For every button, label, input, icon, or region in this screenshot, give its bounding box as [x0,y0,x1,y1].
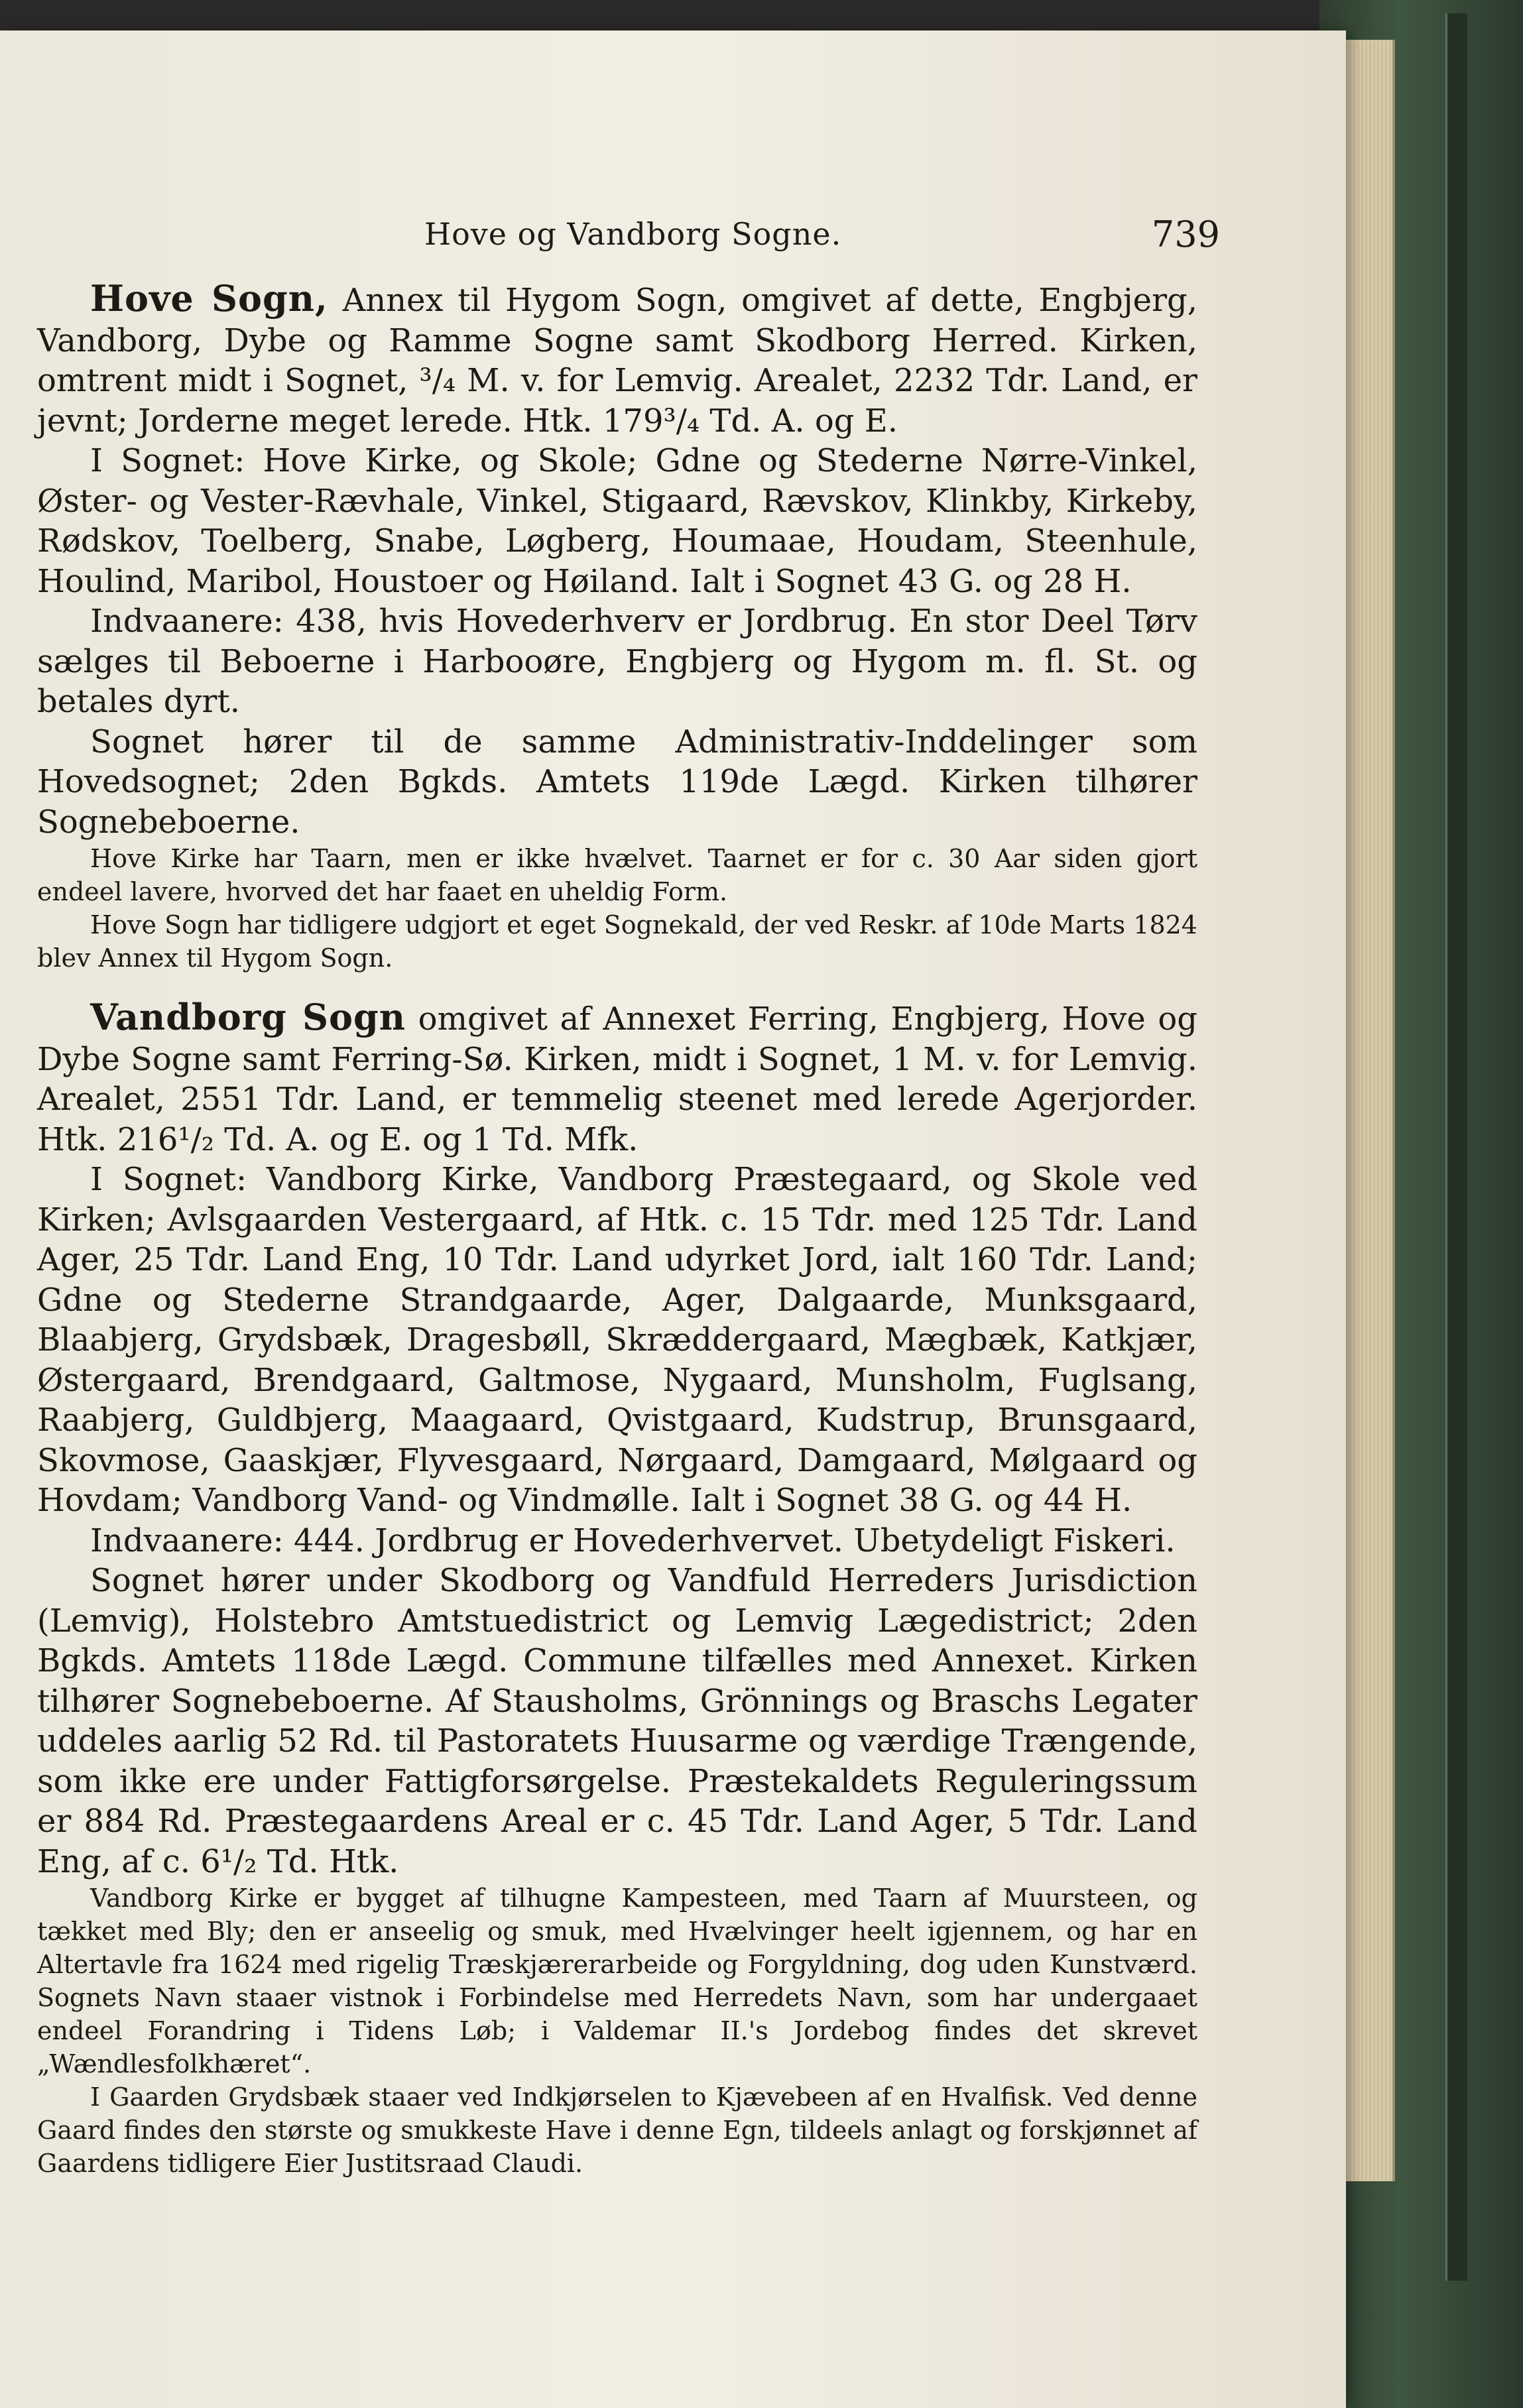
hove-footnote-1: Hove Kirke har Taarn, men er ikke hvælvet. Taarnet er for c. 30 Aar siden gjort endeel lavere, hvorved det har faaet en uheldig Form. [37,844,1197,906]
vandborg-footnote-1: Vandborg Kirke er bygget af tilhugne Kampesteen, med Taarn af Muursteen, og tækket med Bly; den er anseelig og smuk, med Hvælvinger heelt igjennem, og har en Altertavle fra 1624 med rigelig Træskjærerarbeide og Forgyldning, dog uden Kunstværd. Sognets Navn staaer vistnok i Forbindelse med Herredets Navn, som har undergaaet endeel Forandring i Tidens Løb; i Valdemar II.'s Jordebog findes det skrevet „Wændlesfolkhæret“. [37,1884,1197,2078]
section-gap [37,975,1197,997]
vandborg-heading: Vandborg Sogn [90,996,406,1038]
hove-paragraph-3: Indvaanere: 438, hvis Hovederhverv er Jordbrug. En stor Deel Tørv sælges til Beboerne i Harbooøre, Engbjerg og Hygom m. fl. St. og betales dyrt. [37,603,1197,720]
running-header [424,213,1220,269]
vandborg-paragraph-2: I Sognet: Vandborg Kirke, Vandborg Præstegaard, og Skole ved Kirken; Avlsgaarden Vestergaard, af Htk. c. 15 Tdr. med 125 Tdr. Land Ager, 25 Tdr. Land Eng, 10 Tdr. Land udyrket Jord, ialt 160 Tdr. Land; Gdne og Stederne Strandgaarde, Ager, Dalgaarde, Munksgaard, Blaabjerg, Grydsbæk, Dragesbøll, Skræddergaard, Mægbæk, Katkjær, Østergaard, Brendgaard, Galtmose, Nygaard, Munsholm, Fuglsang, Raabjerg, Guldbjerg, Maagaard, Qvistgaard, Kudstrup, Brunsgaard, Skovmose, Gaaskjær, Flyvesgaard, Nørgaard, Damgaard, Mølgaard og Hovdam; Vandborg Vand- og Vindmølle. Ialt i Sognet 38 G. og 44 H. [37,1161,1197,1519]
hove-paragraph-4: Sognet hører til de samme Administrativ-Inddelinger som Hovedsognet; 2den Bgkds. Amtets 119de Lægd. Kirken tilhører Sognebeboerne. [37,723,1197,841]
page-content [37,278,1197,2180]
hove-paragraph-1 [37,278,1197,441]
vandborg-paragraph-3: Indvaanere: 444. Jordbrug er Hovederhvervet. Ubetydeligt Fiskeri. [90,1522,1176,1559]
book-cover-edge [1445,13,1467,2281]
hove-footnote-2: Hove Sogn har tidligere udgjort et eget Sognekald, der ved Reskr. af 10de Marts 1824 blev Annex til Hygom Sogn. [37,910,1197,973]
hove-heading: Hove Sogn, [90,277,328,320]
page-title: Hove og Vandborg Sogne. [424,216,842,252]
vandborg-footnote-2: I Gaarden Grydsbæk staaer ved Indkjørselen to Kjævebeen af en Hvalfisk. Ved denne Gaard findes den største og smukkeste Have i denne Egn, tildeels anlagt og forskjønnet af Gaardens tidligere Eier Justitsraad Claudi. [37,2082,1197,2178]
vandborg-paragraph-4: Sognet hører under Skodborg og Vandfuld Herreders Jurisdiction (Lemvig), Holstebro Amtstuedistrict og Lemvig Lægedistrict; 2den Bgkds. Amtets 118de Lægd. Commune tilfælles med Annexet. Kirken tilhører Sognebeboerne. Af Stausholms, Grönnings og Braschs Legater uddeles aarlig 52 Rd. til Pastoratets Huusarme og værdige Trængende, som ikke ere under Fattigforsørgelse. Præstekaldets Reguleringssum er 884 Rd. Præstegaardens Areal er c. 45 Tdr. Land Ager, 5 Tdr. Land Eng, af c. 6¹/₂ Td. Htk. [37,1562,1197,1880]
hove-paragraph-2: I Sognet: Hove Kirke, og Skole; Gdne og Stederne Nørre-Vinkel, Øster- og Vester-Rævhale, Vinkel, Stigaard, Rævskov, Klinkby, Kirkeby, Rødskov, Toelberg, Snabe, Løgberg, Houmaae, Houdam, Steenhule, Houlind, Maribol, Houstoer og Høiland. Ialt i Sognet 43 G. og 28 H. [37,442,1197,600]
hove-text-1: Annex til Hygom Sogn, omgivet af dette, Engbjerg, Vandborg, Dybe og Ramme Sogne samt Skodborg Herred. Kirken, omtrent midt i Sognet, ³/₄ M. v. for Lemvig. Arealet, 2232 Tdr. Land, er jevnt; Jorderne meget lerede. Htk. 179³/₄ Td. A. og E. [37,282,1197,440]
page-number: 739 [1151,213,1220,255]
vandborg-paragraph-1 [37,997,1197,1160]
vandborg-text-1: omgivet af Annexet Ferring, Engbjerg, Hove og Dybe Sogne samt Ferring-Sø. Kirken, midt i Sognet, 1 M. v. for Lemvig. Arealet, 2551 Tdr. Land, er temmelig steenet med lerede Agerjorder. Htk. 216¹/₂ Td. A. og E. og 1 Td. Mfk. [37,1000,1197,1158]
